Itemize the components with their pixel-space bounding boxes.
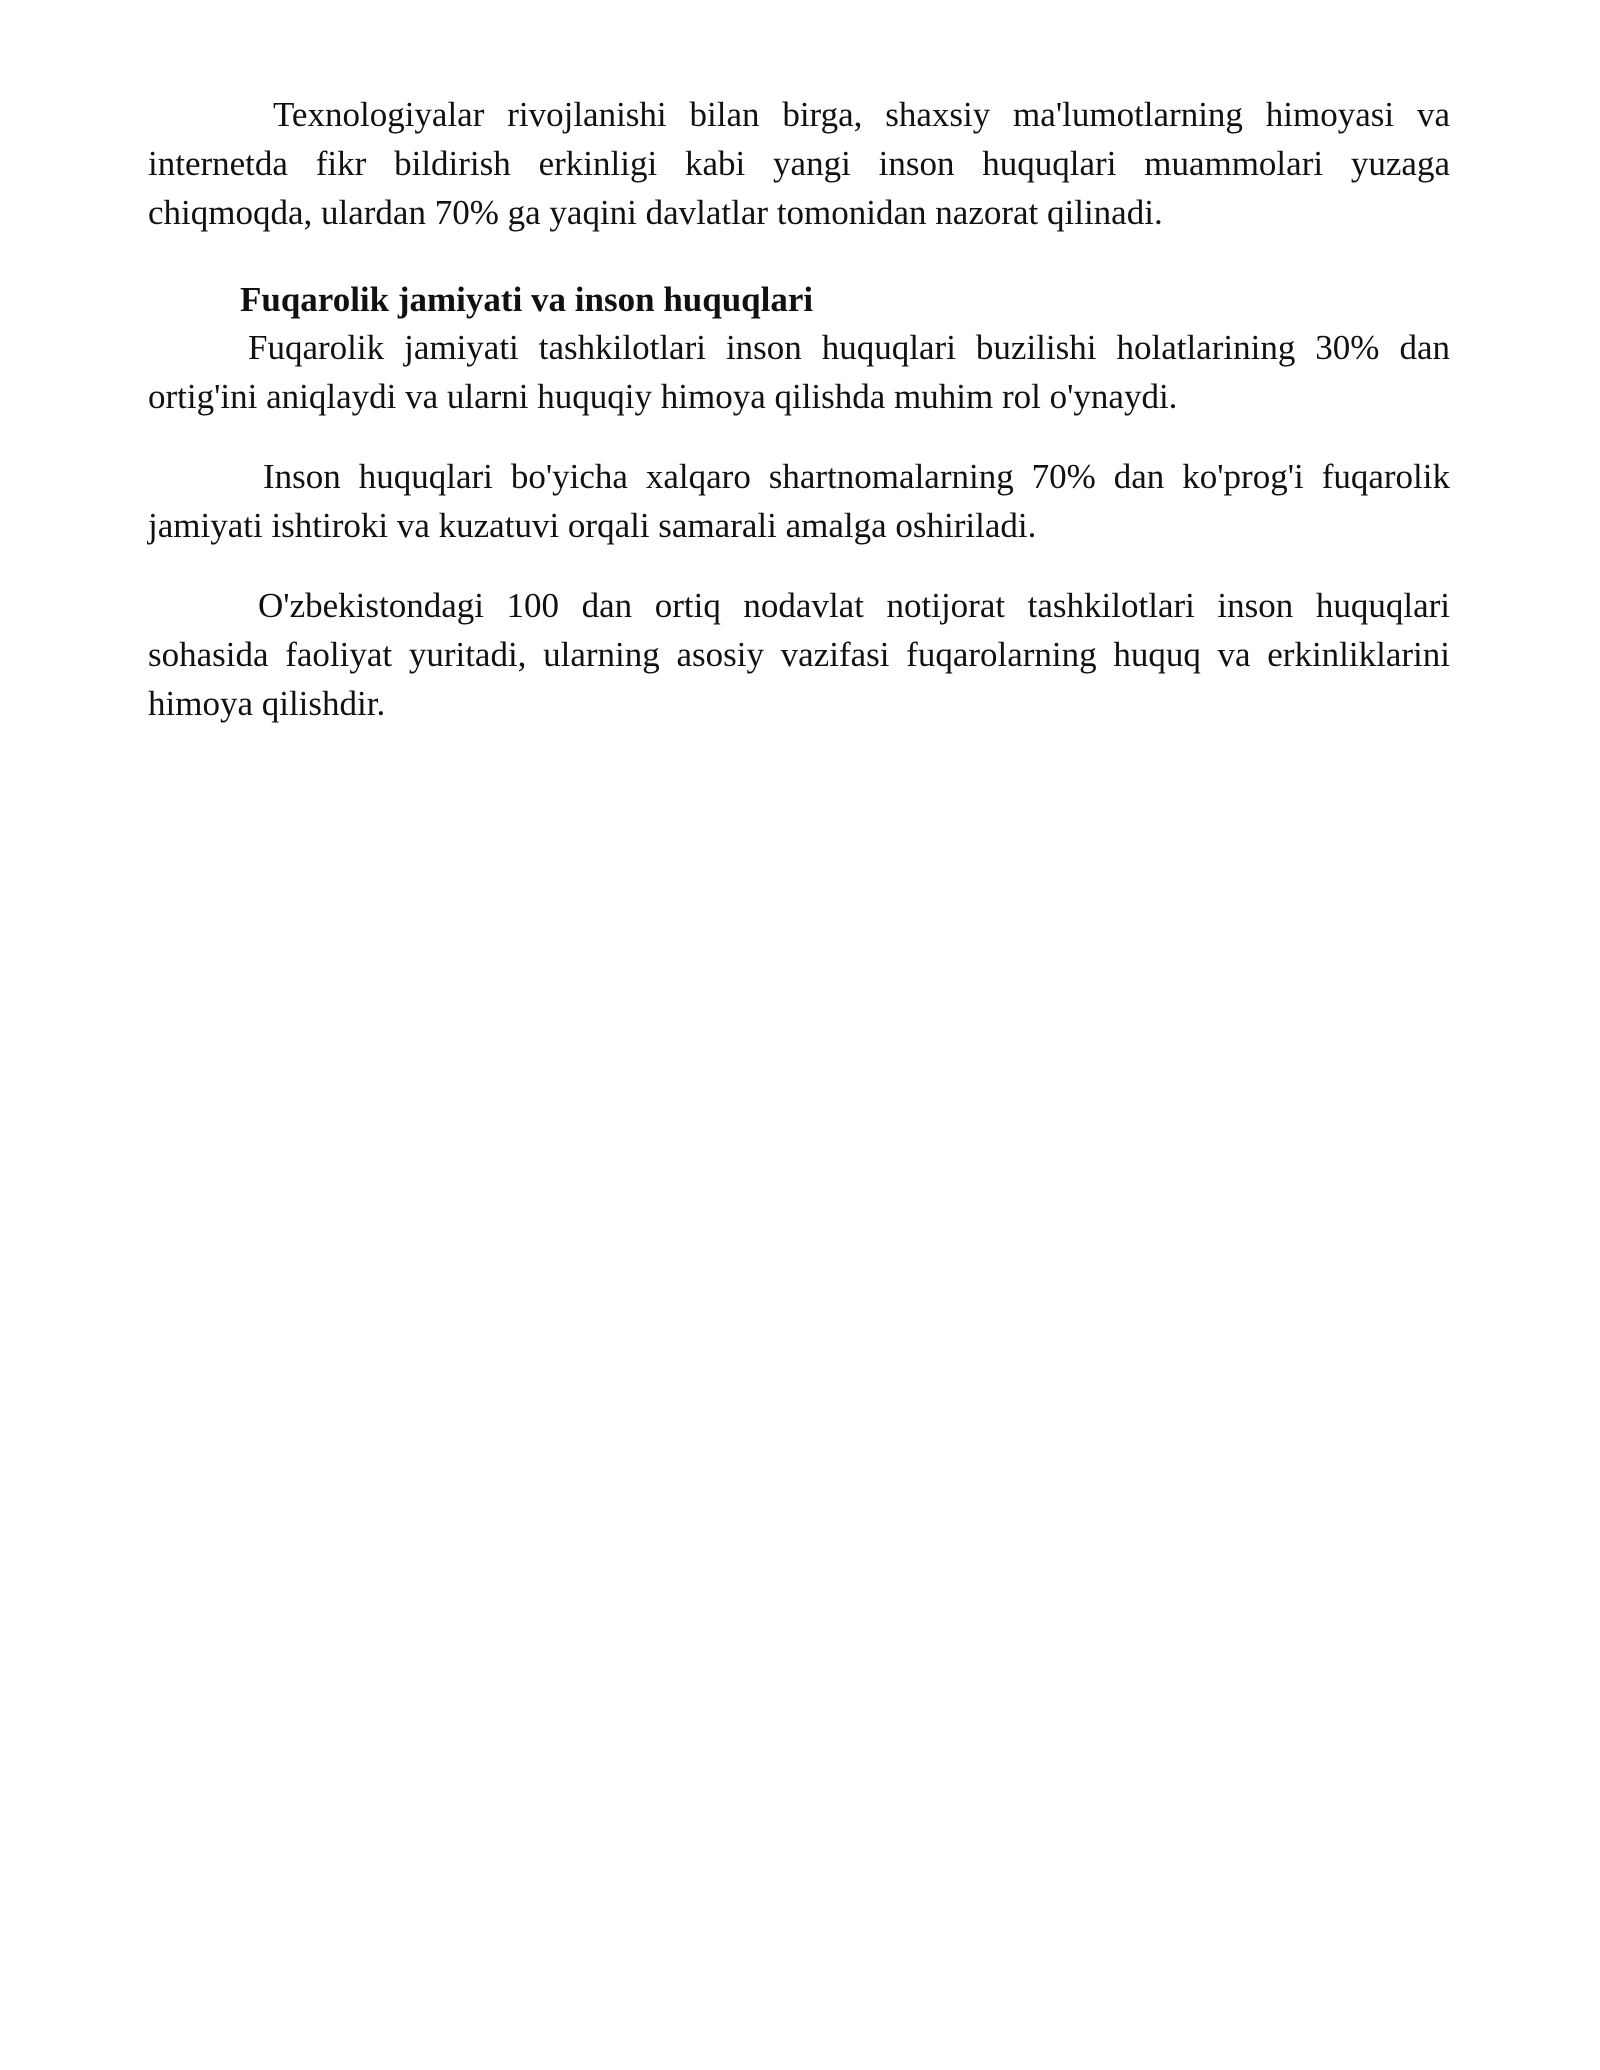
document-body <box>148 90 1450 728</box>
paragraph-technology-rights: Texnologiyalar rivojlanishi bilan birga, shaxsiy ma'lumotlarning himoyasi va internetda fikr bildirish erkinligi kabi yangi inson huquqlari muammolari yuzaga chiqmoqda, ulardan 70% ga yaqini davlatlar tomonidan nazorat qilinadi. <box>148 95 1450 232</box>
section-heading: Fuqarolik jamiyati va inson huquqlari <box>240 280 814 319</box>
paragraph-international-treaties: Inson huquqlari bo'yicha xalqaro shartnomalarning 70% dan ko'prog'i fuqarolik jamiyati ishtiroki va kuzatuvi orqali samarali amalga oshiriladi. <box>148 457 1450 545</box>
paragraph-uzbekistan-ngos: O'zbekistondagi 100 dan ortiq nodavlat notijorat tashkilotlari inson huquqlari sohasida faoliyat yuritadi, ularning asosiy vazifasi fuqarolarning huquq va erkinliklarini himoya qilishdir. <box>148 586 1450 723</box>
paragraph-civil-society-organizations: Fuqarolik jamiyati tashkilotlari inson huquqlari buzilishi holatlarining 30% dan ortig'ini aniqlaydi va ularni huquqiy himoya qilishda muhim rol o'ynaydi. <box>148 328 1450 416</box>
